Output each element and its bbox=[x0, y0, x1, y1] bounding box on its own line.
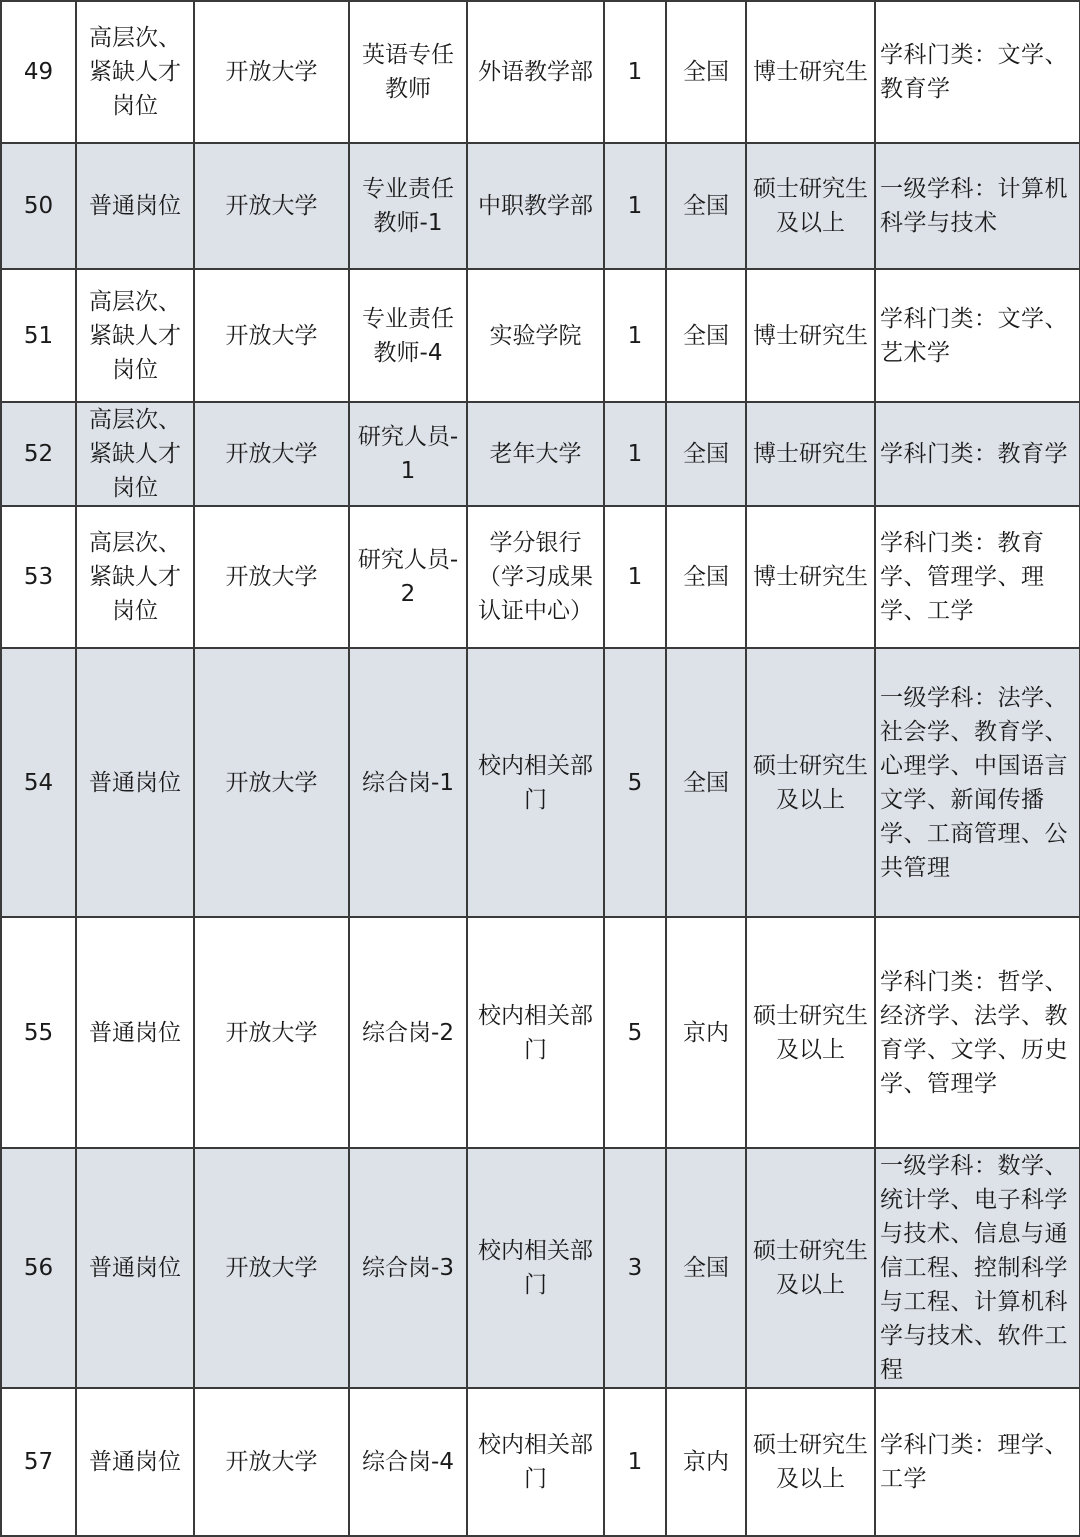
recruit-scope: 全国 bbox=[666, 506, 746, 648]
headcount: 3 bbox=[604, 1148, 666, 1388]
department: 学分银行（学习成果认证中心） bbox=[467, 506, 604, 648]
post-type: 普通岗位 bbox=[76, 917, 194, 1148]
unit-name: 开放大学 bbox=[194, 402, 349, 506]
major-requirement: 一级学科：数学、统计学、电子科学与技术、信息与通信工程、控制科学与工程、计算机科学与技术、软件工程 bbox=[875, 1148, 1080, 1388]
department: 老年大学 bbox=[467, 402, 604, 506]
major-requirement: 学科门类：教育学 bbox=[875, 402, 1080, 506]
headcount: 1 bbox=[604, 143, 666, 269]
row-number: 49 bbox=[1, 1, 76, 143]
table-row bbox=[1, 402, 1080, 506]
major-requirement: 学科门类：哲学、经济学、法学、教育学、文学、历史学、管理学 bbox=[875, 917, 1080, 1148]
row-number: 50 bbox=[1, 143, 76, 269]
unit-name: 开放大学 bbox=[194, 143, 349, 269]
major-requirement: 学科门类：理学、工学 bbox=[875, 1388, 1080, 1536]
post-type: 高层次、紧缺人才岗位 bbox=[76, 1, 194, 143]
post-type: 高层次、紧缺人才岗位 bbox=[76, 506, 194, 648]
table-row bbox=[1, 1, 1080, 143]
table-row bbox=[1, 1388, 1080, 1536]
headcount: 1 bbox=[604, 506, 666, 648]
recruit-scope: 全国 bbox=[666, 1148, 746, 1388]
department: 校内相关部门 bbox=[467, 1388, 604, 1536]
major-requirement: 学科门类：文学、教育学 bbox=[875, 1, 1080, 143]
department: 校内相关部门 bbox=[467, 1148, 604, 1388]
post-name: 研究人员-2 bbox=[349, 506, 467, 648]
headcount: 1 bbox=[604, 1, 666, 143]
degree-requirement: 硕士研究生及以上 bbox=[746, 1388, 875, 1536]
table-row bbox=[1, 648, 1080, 917]
degree-requirement: 博士研究生 bbox=[746, 402, 875, 506]
degree-requirement: 博士研究生 bbox=[746, 1, 875, 143]
table-row bbox=[1, 269, 1080, 402]
degree-requirement: 博士研究生 bbox=[746, 269, 875, 402]
headcount: 5 bbox=[604, 917, 666, 1148]
unit-name: 开放大学 bbox=[194, 917, 349, 1148]
unit-name: 开放大学 bbox=[194, 506, 349, 648]
post-name: 综合岗-3 bbox=[349, 1148, 467, 1388]
row-number: 51 bbox=[1, 269, 76, 402]
major-requirement: 学科门类：文学、艺术学 bbox=[875, 269, 1080, 402]
department: 校内相关部门 bbox=[467, 917, 604, 1148]
unit-name: 开放大学 bbox=[194, 1388, 349, 1536]
post-name: 综合岗-2 bbox=[349, 917, 467, 1148]
recruit-scope: 全国 bbox=[666, 269, 746, 402]
row-number: 52 bbox=[1, 402, 76, 506]
row-number: 53 bbox=[1, 506, 76, 648]
row-number: 57 bbox=[1, 1388, 76, 1536]
row-number: 55 bbox=[1, 917, 76, 1148]
post-type: 普通岗位 bbox=[76, 648, 194, 917]
recruit-scope: 全国 bbox=[666, 143, 746, 269]
unit-name: 开放大学 bbox=[194, 1148, 349, 1388]
headcount: 5 bbox=[604, 648, 666, 917]
table-row bbox=[1, 143, 1080, 269]
post-name: 专业责任教师-4 bbox=[349, 269, 467, 402]
degree-requirement: 硕士研究生及以上 bbox=[746, 1148, 875, 1388]
row-number: 54 bbox=[1, 648, 76, 917]
recruit-scope: 京内 bbox=[666, 1388, 746, 1536]
post-type: 普通岗位 bbox=[76, 1388, 194, 1536]
row-number: 56 bbox=[1, 1148, 76, 1388]
table-row bbox=[1, 917, 1080, 1148]
department: 外语教学部 bbox=[467, 1, 604, 143]
major-requirement: 一级学科：计算机科学与技术 bbox=[875, 143, 1080, 269]
post-name: 综合岗-4 bbox=[349, 1388, 467, 1536]
post-name: 英语专任教师 bbox=[349, 1, 467, 143]
post-type: 高层次、紧缺人才岗位 bbox=[76, 402, 194, 506]
headcount: 1 bbox=[604, 269, 666, 402]
headcount: 1 bbox=[604, 1388, 666, 1536]
post-type: 普通岗位 bbox=[76, 1148, 194, 1388]
post-name: 专业责任教师-1 bbox=[349, 143, 467, 269]
major-requirement: 一级学科：法学、社会学、教育学、心理学、中国语言文学、新闻传播学、工商管理、公共管理 bbox=[875, 648, 1080, 917]
post-name: 研究人员-1 bbox=[349, 402, 467, 506]
degree-requirement: 硕士研究生及以上 bbox=[746, 143, 875, 269]
department: 校内相关部门 bbox=[467, 648, 604, 917]
recruit-scope: 京内 bbox=[666, 917, 746, 1148]
post-type: 普通岗位 bbox=[76, 143, 194, 269]
post-type: 高层次、紧缺人才岗位 bbox=[76, 269, 194, 402]
department: 中职教学部 bbox=[467, 143, 604, 269]
table-row bbox=[1, 506, 1080, 648]
degree-requirement: 博士研究生 bbox=[746, 506, 875, 648]
post-name: 综合岗-1 bbox=[349, 648, 467, 917]
unit-name: 开放大学 bbox=[194, 648, 349, 917]
unit-name: 开放大学 bbox=[194, 269, 349, 402]
major-requirement: 学科门类：教育学、管理学、理学、工学 bbox=[875, 506, 1080, 648]
department: 实验学院 bbox=[467, 269, 604, 402]
degree-requirement: 硕士研究生及以上 bbox=[746, 648, 875, 917]
recruit-scope: 全国 bbox=[666, 402, 746, 506]
unit-name: 开放大学 bbox=[194, 1, 349, 143]
degree-requirement: 硕士研究生及以上 bbox=[746, 917, 875, 1148]
headcount: 1 bbox=[604, 402, 666, 506]
recruit-scope: 全国 bbox=[666, 648, 746, 917]
table-row bbox=[1, 1148, 1080, 1388]
recruit-scope: 全国 bbox=[666, 1, 746, 143]
